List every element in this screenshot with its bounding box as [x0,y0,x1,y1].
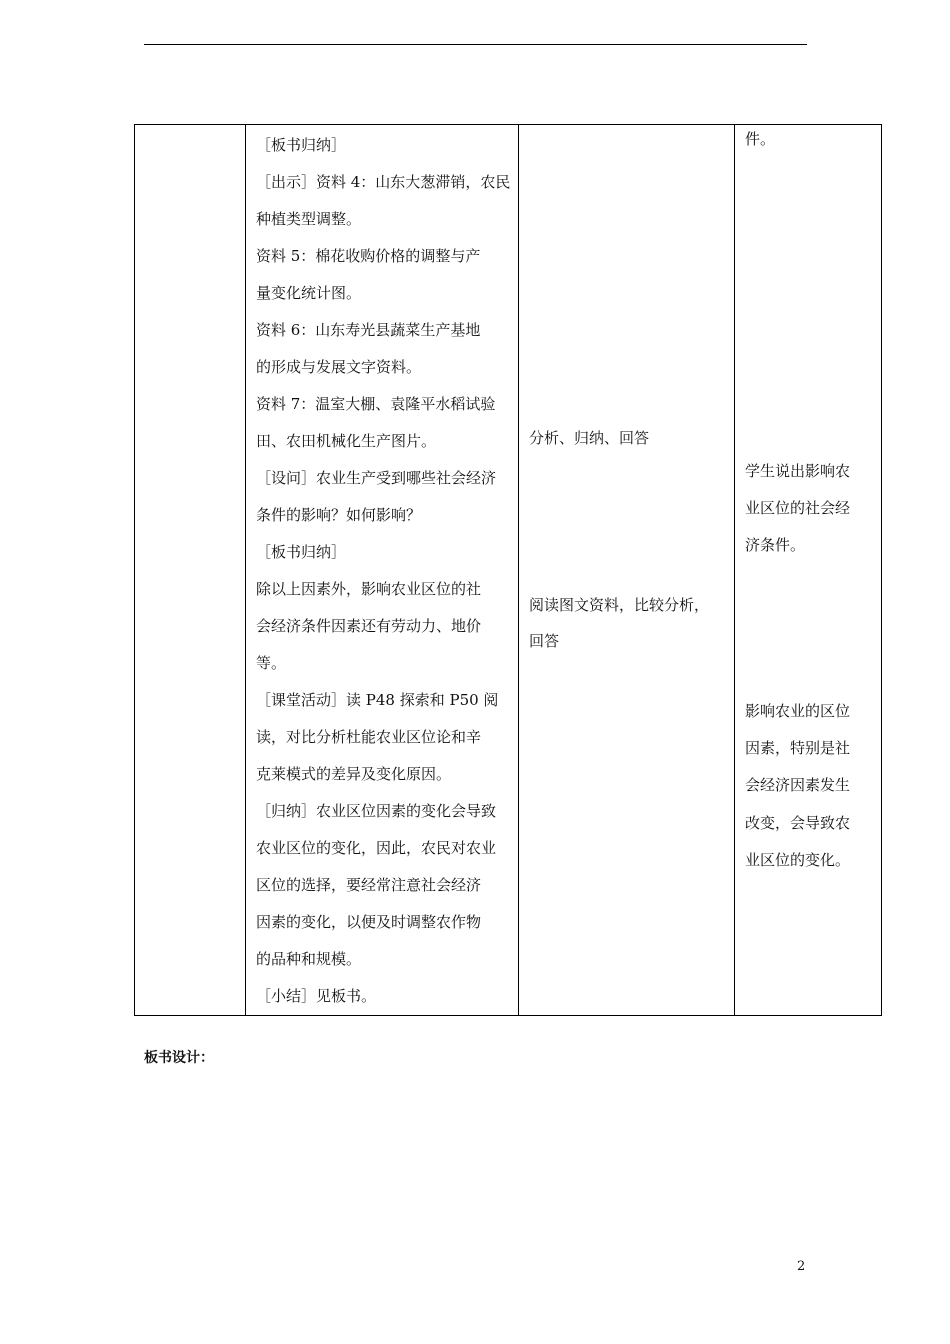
text-line: 农业区位的变化，因此，农民对农业 [256,839,497,857]
text-line: 会经济条件因素还有劳动力、地价 [256,617,482,635]
text-line: 条件的影响？如何影响？ [256,506,422,524]
text-line: 的形成与发展文字资料。 [256,358,422,376]
text-line: 资料 6：山东寿光县蔬菜生产基地 [256,321,481,339]
text-line: ［课堂活动］读 P48 探索和 P50 阅 [256,691,499,709]
design-intent-line: 学生说出影响农 [745,462,851,480]
text-line: 除以上因素外，影响农业区位的社 [256,580,482,598]
text-line: 克莱模式的差异及变化原因。 [256,765,452,783]
text-line: ［设问］农业生产受到哪些社会经济 [256,469,497,487]
teacher-activity-cell [246,125,519,1016]
text-line: 读，对比分析杜能农业区位论和辛 [256,728,482,746]
student-activity-cell [519,125,735,1016]
text-line: ［板书归纳］ [256,543,347,561]
text-line: 资料 5：棉花收购价格的调整与产 [256,247,481,265]
text-line: ［板书归纳］ [256,136,347,154]
text-line: 种植类型调整。 [256,210,362,228]
design-intent-line: 因素，特别是社 [745,739,851,757]
text-line: ［小结］见板书。 [256,987,377,1005]
text-line: 等。 [256,654,287,672]
text-line: 资料 7：温室大棚、袁隆平水稻试验 [256,395,496,413]
text-line: 因素的变化，以便及时调整农作物 [256,913,482,931]
student-activity-first: 分析、归纳、回答 [529,429,650,447]
text-line: ［出示］资料 4：山东大葱滞销，农民 [256,173,510,191]
text-line: 区位的选择，要经常注意社会经济 [256,876,482,894]
student-activity-second-line1: 阅读图文资料，比较分析， [529,596,710,614]
stage-cell [135,125,246,1016]
lesson-plan-table [134,124,882,1016]
text-line: 量变化统计图。 [256,284,362,302]
design-intent-line: 业区位的社会经 [745,499,851,517]
design-intent-line: 影响农业的区位 [745,702,851,720]
student-activity-second-line2: 回答 [529,632,560,650]
page-number: 2 [797,1259,806,1274]
teacher-activity-text [246,125,518,1015]
design-intent-line: 济条件。 [745,536,806,554]
design-intent-line: 改变，会导致农 [745,814,851,832]
design-intent-top: 件。 [745,130,776,148]
text-line: 田、农田机械化生产图片。 [256,432,437,450]
table-row [135,125,882,1016]
design-intent-line: 业区位的变化。 [745,851,851,869]
header-rule [144,44,807,45]
text-line: 的品种和规模。 [256,950,362,968]
board-design-label: 板书设计： [144,1050,214,1066]
text-line: ［归纳］农业区位因素的变化会导致 [256,802,497,820]
design-intent-line: 会经济因素发生 [745,776,851,794]
design-intent-cell [735,125,882,1016]
